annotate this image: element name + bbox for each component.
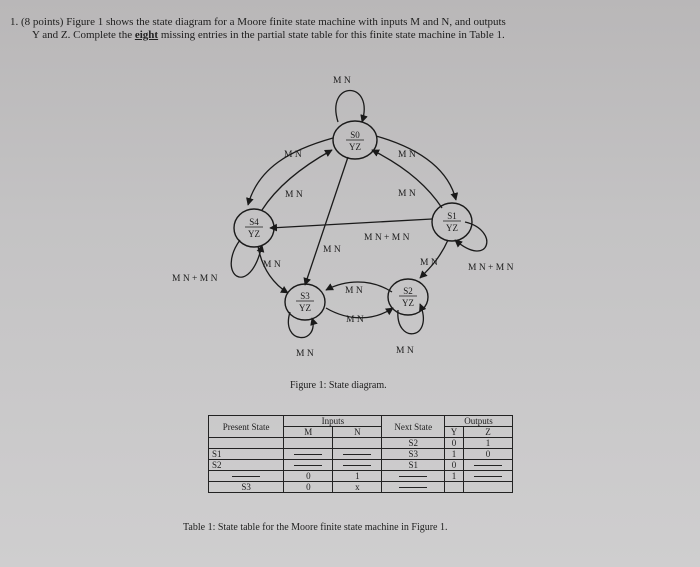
blank-line — [232, 476, 260, 477]
s0-self-loop — [336, 91, 364, 123]
question-number: 1. — [10, 16, 19, 28]
label-s2-self: M N — [396, 346, 414, 356]
header-outputs: Outputs — [445, 416, 513, 427]
cell-present — [209, 438, 284, 449]
cell-z — [463, 482, 512, 493]
label-s3-self: M N — [296, 349, 314, 359]
cell-present: S3 — [209, 482, 284, 493]
cell-z: 0 — [463, 449, 512, 460]
state-s0-name: S0 — [350, 130, 360, 140]
label-s0-s4: M N — [284, 150, 302, 160]
cell-m — [284, 449, 333, 460]
state-s2 — [388, 279, 428, 315]
label-s0-s1: M N — [398, 150, 416, 160]
cell-y: 1 — [445, 471, 464, 482]
state-s0-output: YZ — [349, 142, 361, 152]
label-s1-s4: M N + M N — [364, 233, 410, 243]
table-row — [209, 482, 513, 493]
state-s3-output: YZ — [299, 303, 311, 313]
header-input-n: N — [333, 427, 382, 438]
label-s4-self: M N + M N — [172, 274, 218, 284]
blank-line — [294, 454, 322, 455]
blank-line — [399, 487, 427, 488]
edge-s1-s4 — [270, 219, 432, 228]
label-s1-s2: M N — [420, 258, 438, 268]
header-out-y: Y — [445, 427, 464, 438]
cell-n — [333, 438, 382, 449]
cell-y: 0 — [445, 460, 464, 471]
state-s3-name: S3 — [300, 291, 310, 301]
state-s1-output: YZ — [446, 223, 458, 233]
header-present-state: Present State — [209, 416, 284, 438]
state-s2-name: S2 — [403, 286, 413, 296]
table-row — [209, 471, 513, 482]
question-emphasis: eight — [134, 29, 159, 41]
cell-m — [284, 438, 333, 449]
blank-line — [474, 465, 502, 466]
label-s0-self: M N — [333, 76, 351, 86]
label-s0-s3: M N — [323, 245, 341, 255]
cell-n: x — [333, 482, 382, 493]
cell-m: 0 — [284, 482, 333, 493]
cell-z — [463, 460, 512, 471]
cell-present — [209, 471, 284, 482]
cell-y — [445, 482, 464, 493]
header-inputs: Inputs — [284, 416, 382, 427]
question-line-2a: Y and Z. Complete the — [32, 29, 133, 41]
figure-caption: Figure 1: State diagram. — [290, 380, 387, 391]
table-row — [209, 438, 513, 449]
blank-line — [294, 465, 322, 466]
table-caption: Table 1: State table for the Moore finite state machine in Figure 1. — [183, 522, 448, 533]
cell-y: 0 — [445, 438, 464, 449]
cell-z: 1 — [463, 438, 512, 449]
state-s4 — [234, 209, 274, 247]
cell-present: S1 — [209, 449, 284, 460]
table-row — [209, 449, 513, 460]
cell-m — [284, 460, 333, 471]
blank-line — [474, 476, 502, 477]
state-s3 — [285, 284, 325, 320]
cell-next — [382, 471, 445, 482]
state-s4-output: YZ — [248, 229, 260, 239]
cell-next: S2 — [382, 438, 445, 449]
cell-next — [382, 482, 445, 493]
header-input-m: M — [284, 427, 333, 438]
state-s2-output: YZ — [402, 298, 414, 308]
label-s3-s2: M N — [346, 315, 364, 325]
cell-z — [463, 471, 512, 482]
cell-next: S3 — [382, 449, 445, 460]
label-s2-s3: M N — [345, 286, 363, 296]
cell-y: 1 — [445, 449, 464, 460]
state-s1-name: S1 — [447, 211, 457, 221]
s2-self-loop — [398, 304, 424, 334]
label-s1-s0: M N — [398, 189, 416, 199]
question-line-2b: missing entries in the partial state table for this finite state machine in Table 1. — [160, 29, 505, 41]
question-line-1-text: Figure 1 shows the state diagram for a Moore finite state machine with inputs M and N, and outputs — [66, 16, 506, 28]
state-s4-name: S4 — [249, 217, 259, 227]
header-out-z: Z — [463, 427, 512, 438]
cell-n — [333, 460, 382, 471]
label-s4-s0: M N — [285, 190, 303, 200]
table-header-row — [209, 416, 513, 427]
blank-line — [343, 454, 371, 455]
cell-n — [333, 449, 382, 460]
header-next-state: Next State — [382, 416, 445, 438]
label-s4-s3: M N — [263, 260, 281, 270]
cell-present: S2 — [209, 460, 284, 471]
cell-m: 0 — [284, 471, 333, 482]
table-row — [209, 460, 513, 471]
edge-s0-s1 — [376, 136, 456, 200]
blank-line — [399, 476, 427, 477]
cell-n: 1 — [333, 471, 382, 482]
state-s0 — [333, 121, 377, 159]
label-s1-self: M N + M N — [468, 263, 514, 273]
state-table — [208, 415, 513, 493]
cell-next: S1 — [382, 460, 445, 471]
question-points: (8 points) — [21, 16, 64, 28]
edge-s0-s3 — [305, 157, 348, 285]
blank-line — [343, 465, 371, 466]
